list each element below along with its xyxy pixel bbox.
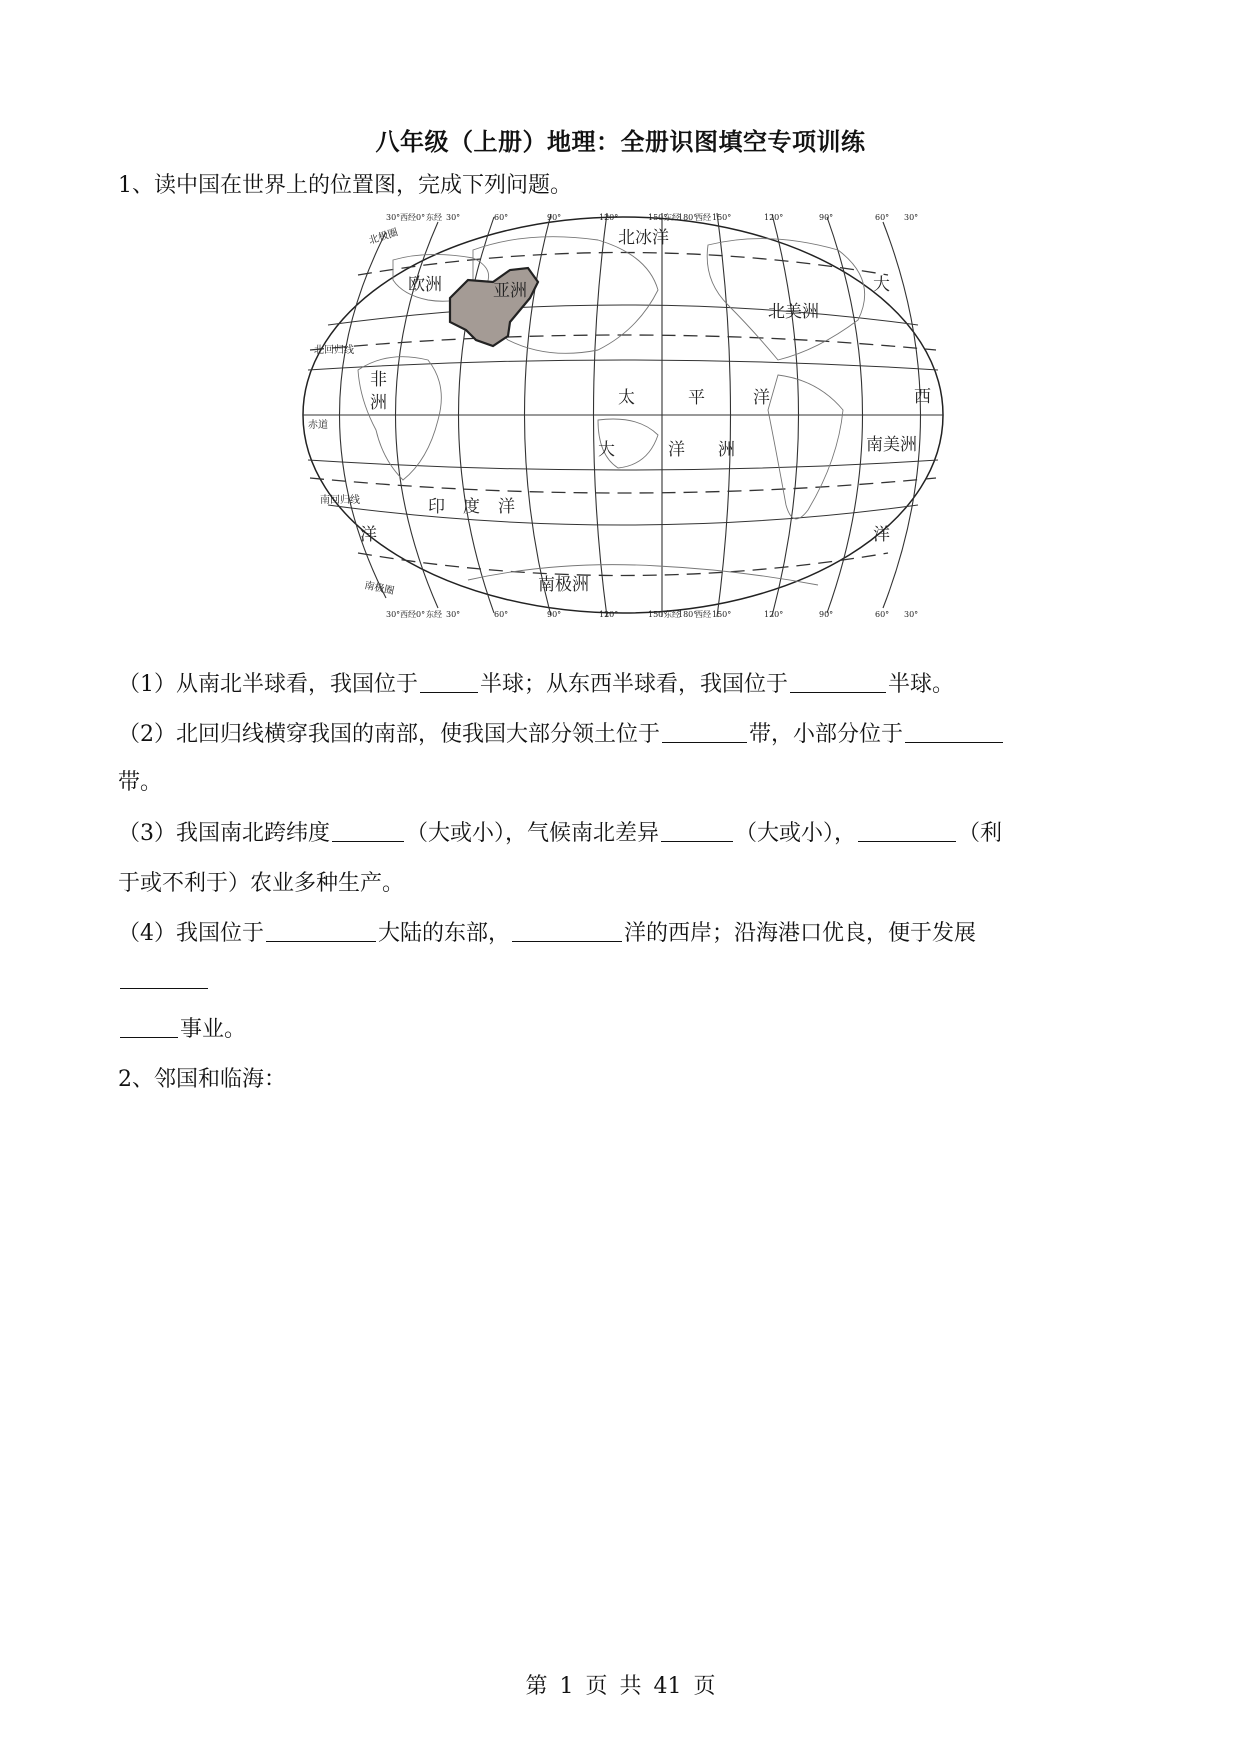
question-1-part-4-blank-line xyxy=(118,966,210,993)
answer-blank[interactable] xyxy=(662,720,747,743)
question-1-part-1: （1）从南北半球看，我国位于 半球；从东西半球看，我国位于 半球。 xyxy=(118,672,955,697)
question-2-heading: 2、邻国和临海： xyxy=(118,1067,286,1092)
svg-text:西: 西 xyxy=(914,387,931,407)
svg-text:北美洲: 北美洲 xyxy=(768,302,819,322)
question-1-part-4-cont: 事业。 xyxy=(118,1012,246,1043)
svg-text:30°: 30° xyxy=(386,610,401,619)
svg-text:南极圈: 南极圈 xyxy=(363,580,396,598)
svg-text:180°: 180° xyxy=(678,213,698,222)
svg-text:西经: 西经 xyxy=(400,610,416,619)
svg-text:90°: 90° xyxy=(547,610,562,619)
question-1-part-2: （2）北回归线横穿我国的南部，使我国大部分领土位于 带，小部分位于 xyxy=(118,717,1005,748)
answer-blank[interactable] xyxy=(905,720,1003,743)
svg-text:30°: 30° xyxy=(904,610,919,619)
svg-text:西经: 西经 xyxy=(695,213,711,222)
question-1-part-3-cont: 于或不利于）农业多种生产。 xyxy=(118,871,405,896)
question-1-part-4: （4）我国位于 大陆的东部， 洋的西岸；沿海港口优良，便于发展 xyxy=(118,921,977,946)
svg-text:洋: 洋 xyxy=(873,525,890,545)
svg-text:赤道: 赤道 xyxy=(308,420,328,431)
answer-blank[interactable] xyxy=(332,819,404,842)
svg-text:洲: 洲 xyxy=(370,393,387,413)
svg-text:0°: 0° xyxy=(416,213,426,222)
svg-text:0°: 0° xyxy=(416,610,426,619)
question-1-heading: 1、读中国在世界上的位置图，完成下列问题。 xyxy=(118,173,572,198)
svg-text:度: 度 xyxy=(463,497,480,517)
answer-blank[interactable] xyxy=(790,670,886,693)
answer-blank[interactable] xyxy=(512,919,622,942)
svg-text:西经: 西经 xyxy=(695,610,711,619)
svg-text:东经: 东经 xyxy=(426,213,442,222)
svg-text:洋: 洋 xyxy=(360,525,377,545)
page-title: 八年级（上册）地理：全册识图填空专项训练 xyxy=(375,127,866,156)
svg-text:非: 非 xyxy=(370,370,387,390)
svg-text:150°: 150° xyxy=(648,610,668,619)
svg-text:大: 大 xyxy=(873,275,890,295)
svg-text:120°: 120° xyxy=(764,213,784,222)
answer-blank[interactable] xyxy=(120,966,208,989)
answer-blank[interactable] xyxy=(420,670,478,693)
page-footer: 第 1 页 共 41 页 xyxy=(525,1674,716,1699)
svg-text:60°: 60° xyxy=(494,213,509,222)
svg-text:东经: 东经 xyxy=(426,610,442,619)
svg-text:60°: 60° xyxy=(875,610,890,619)
svg-text:南美洲: 南美洲 xyxy=(866,435,917,455)
svg-text:东经: 东经 xyxy=(664,610,680,619)
svg-text:北回归线: 北回归线 xyxy=(314,345,354,356)
svg-text:180°: 180° xyxy=(678,610,698,619)
svg-text:150°: 150° xyxy=(712,213,732,222)
world-map xyxy=(298,210,948,620)
svg-text:平: 平 xyxy=(688,388,705,408)
question-1-part-3: （3）我国南北跨纬度 （大或小），气候南北差异 （大或小）， （利 xyxy=(118,821,1003,846)
svg-text:洲: 洲 xyxy=(718,440,735,460)
answer-blank[interactable] xyxy=(661,819,733,842)
svg-text:60°: 60° xyxy=(875,213,890,222)
svg-text:洋: 洋 xyxy=(668,440,685,460)
svg-text:90°: 90° xyxy=(547,213,562,222)
svg-text:太: 太 xyxy=(618,388,635,408)
svg-text:亚洲: 亚洲 xyxy=(493,281,527,301)
svg-text:北极圈: 北极圈 xyxy=(367,227,400,247)
svg-text:印: 印 xyxy=(428,497,445,517)
answer-blank[interactable] xyxy=(858,819,956,842)
svg-text:南回归线: 南回归线 xyxy=(320,495,360,506)
svg-text:南极洲: 南极洲 xyxy=(538,575,589,595)
svg-text:60°: 60° xyxy=(494,610,509,619)
svg-text:30°: 30° xyxy=(446,213,461,222)
svg-text:150°: 150° xyxy=(712,610,732,619)
question-1-part-2-cont: 带。 xyxy=(118,770,163,795)
svg-text:洋: 洋 xyxy=(498,497,515,517)
svg-text:30°: 30° xyxy=(386,213,401,222)
svg-text:东经: 东经 xyxy=(664,213,680,222)
answer-blank[interactable] xyxy=(120,1015,178,1038)
svg-text:150°: 150° xyxy=(648,213,668,222)
svg-text:120°: 120° xyxy=(599,213,619,222)
svg-text:30°: 30° xyxy=(446,610,461,619)
svg-text:大: 大 xyxy=(598,440,615,460)
svg-text:北冰洋: 北冰洋 xyxy=(618,228,669,248)
svg-text:欧洲: 欧洲 xyxy=(408,275,442,295)
svg-text:90°: 90° xyxy=(819,213,834,222)
answer-blank[interactable] xyxy=(266,919,376,942)
svg-text:90°: 90° xyxy=(819,610,834,619)
svg-text:洋: 洋 xyxy=(753,388,770,408)
svg-text:30°: 30° xyxy=(904,213,919,222)
svg-text:120°: 120° xyxy=(764,610,784,619)
svg-text:120°: 120° xyxy=(599,610,619,619)
svg-text:西经: 西经 xyxy=(400,213,416,222)
